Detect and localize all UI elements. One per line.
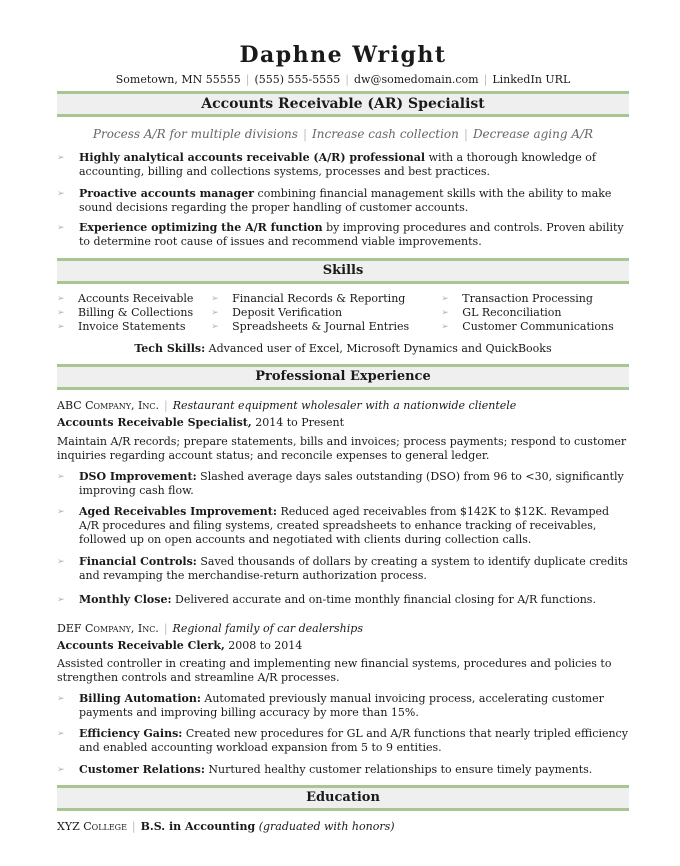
skill-item: ➢ GL Reconciliation [441,306,562,319]
skill-item: ➢ Deposit Verification [211,306,343,319]
job-def: DEF Company, Inc. | Regional family of car dealerships Accounts Receivable Clerk, 2008 to 2014 Assisted controller in creating and implementing new financial systems, procedures and policies to strengthen controls and streamline A/R processes. ➢ Billing Automation: Automated previously manual invoicing process, accelerating customer payments and improving billing accuracy by more than 15%. ➢ Efficiency Gains: Created new procedures for GL and A/R functions that nearly tripled efficiency and enabled accounting workload expansion from 5 to 9 entities. ➢ Customer Relations: Nurtured healthy customer relationships to ensure timely payments. [57,622,628,776]
skill-item: ➢ Spreadsheets & Journal Entries [211,320,410,333]
arrow-bullet-icon: ➢ [57,308,65,318]
arrow-bullet-icon: ➢ [211,322,219,332]
arrow-bullet-icon: ➢ [57,557,65,567]
arrow-bullet-icon: ➢ [57,472,65,482]
arrow-bullet-icon: ➢ [57,189,65,199]
education-entry: XYZ College | B.S. in Accounting (graduated with honors) [57,820,395,833]
job-bullet: ➢ Efficiency Gains: Created new procedures for GL and A/R functions that nearly tripled efficiency and enabled accounting workload expansion from 5 to 9 entities. [57,727,628,754]
school-name: XYZ College [57,820,127,833]
summary-item: ➢ Proactive accounts manager combining financial management skills with the ability to make sound decisions regarding the proper handling of customer accounts. [57,187,612,214]
arrow-bullet-icon: ➢ [57,223,65,233]
experience-heading: Professional Experience [57,364,629,390]
contact-linkedin: LinkedIn URL [492,73,571,86]
arrow-bullet-icon: ➢ [57,507,65,517]
summary-list [57,151,629,249]
tagline-item: Decrease aging A/R [472,127,594,141]
skill-item: ➢ Billing & Collections [57,306,194,319]
contact-location: Sometown, MN 55555 [115,73,241,86]
summary-item: ➢ Experience optimizing the A/R function by improving procedures and controls. Proven ability to determine root cause of issues and recommend viable improvements. [57,221,624,248]
job-title: Accounts Receivable Clerk, [57,639,225,652]
company-description: Regional family of car dealerships [172,622,363,635]
company-name: ABC Company, Inc. [57,399,159,412]
job-bullet: ➢ Aged Receivables Improvement: Reduced aged receivables from $142K to $12K. Revamped A/R procedures and filing systems, created spreadsheets to enhance tracking of receivables, followed up on open accounts and negotiated with clients during collection calls. [57,505,610,546]
skill-item: ➢ Customer Communications [441,320,614,333]
skills-grid [57,292,629,334]
arrow-bullet-icon: ➢ [57,694,65,704]
job-summary: Assisted controller in creating and implementing new financial systems, procedures and policies to strengthen controls and streamline A/R processes. [57,657,612,684]
skill-item: ➢ Financial Records & Reporting [211,292,406,305]
skill-item: ➢ Transaction Processing [441,292,593,305]
honors-note: (graduated with honors) [258,820,395,833]
arrow-bullet-icon: ➢ [211,294,219,304]
arrow-bullet-icon: ➢ [441,294,449,304]
contact-phone: (555) 555-5555 [254,73,341,86]
job-dates: 2008 to 2014 [224,639,303,652]
tagline-item: Increase cash collection [312,127,459,141]
contact-line: Sometown, MN 55555 | (555) 555-5555 | dw@somedomain.com | LinkedIn URL [115,73,571,86]
job-bullet: ➢ Monthly Close: Delivered accurate and on-time monthly financial closing for A/R functions. [57,593,596,606]
tagline-item: Process A/R for multiple divisions [92,127,298,141]
arrow-bullet-icon: ➢ [57,765,65,775]
job-dates: 2014 to Present [251,416,345,429]
candidate-name: Daphne Wright [239,42,447,68]
arrow-bullet-icon: ➢ [441,322,449,332]
education-heading: Education [57,785,629,811]
job-title: Accounts Receivable Specialist, [57,416,252,429]
job-summary: Maintain A/R records; prepare statements, bills and invoices; process payments; respond to customer inquiries regarding account status; and reconcile expenses to general ledger. [57,435,627,462]
company-description: Restaurant equipment wholesaler with a nationwide clientele [172,399,517,412]
job-abc: ABC Company, Inc. | Restaurant equipment wholesaler with a nationwide clientele Accounts Receivable Specialist, 2014 to Present Maintain A/R records; prepare statements, bills and invoices; process payments; respond to customer inquiries regarding account status; and reconcile expenses to general ledger. ➢ DSO Improvement: Slashed average days sales outstanding (DSO) from 96 to <30, significantly improving cash flow. ➢ Aged Receivables Improvement: Reduced aged receivables from $142K to $12K. Revamped A/R procedures and filing systems, created spreadsheets to enhance tracking of receivables, followed up on open accounts and negotiated with clients during collection calls. ➢ Financial Controls: Saved thousands of dollars by creating a system to identify duplicate credits and revamping the merchandise-return authorization process. ➢ Monthly Close: Delivered accurate and on-time monthly financial closing for A/R functions. [57,399,628,606]
arrow-bullet-icon: ➢ [57,153,65,163]
arrow-bullet-icon: ➢ [211,308,219,318]
arrow-bullet-icon: ➢ [57,294,65,304]
arrow-bullet-icon: ➢ [57,595,65,605]
job-bullet: ➢ Financial Controls: Saved thousands of dollars by creating a system to identify duplicate credits and revamping the merchandise-return authorization process. [57,555,628,582]
job-title-banner: Accounts Receivable (AR) Specialist [57,91,629,117]
skills-heading: Skills [57,258,629,284]
company-name: DEF Company, Inc. [57,622,159,635]
skill-item: ➢ Invoice Statements [57,320,186,333]
job-bullet: ➢ Customer Relations: Nurtured healthy customer relationships to ensure timely payments. [57,763,593,776]
degree: B.S. in Accounting [140,820,256,833]
arrow-bullet-icon: ➢ [441,308,449,318]
contact-email: dw@somedomain.com [353,73,479,86]
summary-item: ➢ Highly analytical accounts receivable (A/R) professional with a thorough knowledge of accounting, billing and collections systems, processes and best practices. [57,151,596,178]
tagline: Process A/R for multiple divisions | Increase cash collection | Decrease aging A/R [92,127,594,141]
skill-item: ➢ Accounts Receivable [57,292,194,305]
arrow-bullet-icon: ➢ [57,729,65,739]
tech-skills: Tech Skills: Advanced user of Excel, Microsoft Dynamics and QuickBooks [134,342,552,355]
job-bullet: ➢ Billing Automation: Automated previously manual invoicing process, accelerating customer payments and improving billing accuracy by more than 15%. [57,692,604,719]
job-bullet: ➢ DSO Improvement: Slashed average days sales outstanding (DSO) from 96 to <30, significantly improving cash flow. [57,470,624,497]
arrow-bullet-icon: ➢ [57,322,65,332]
